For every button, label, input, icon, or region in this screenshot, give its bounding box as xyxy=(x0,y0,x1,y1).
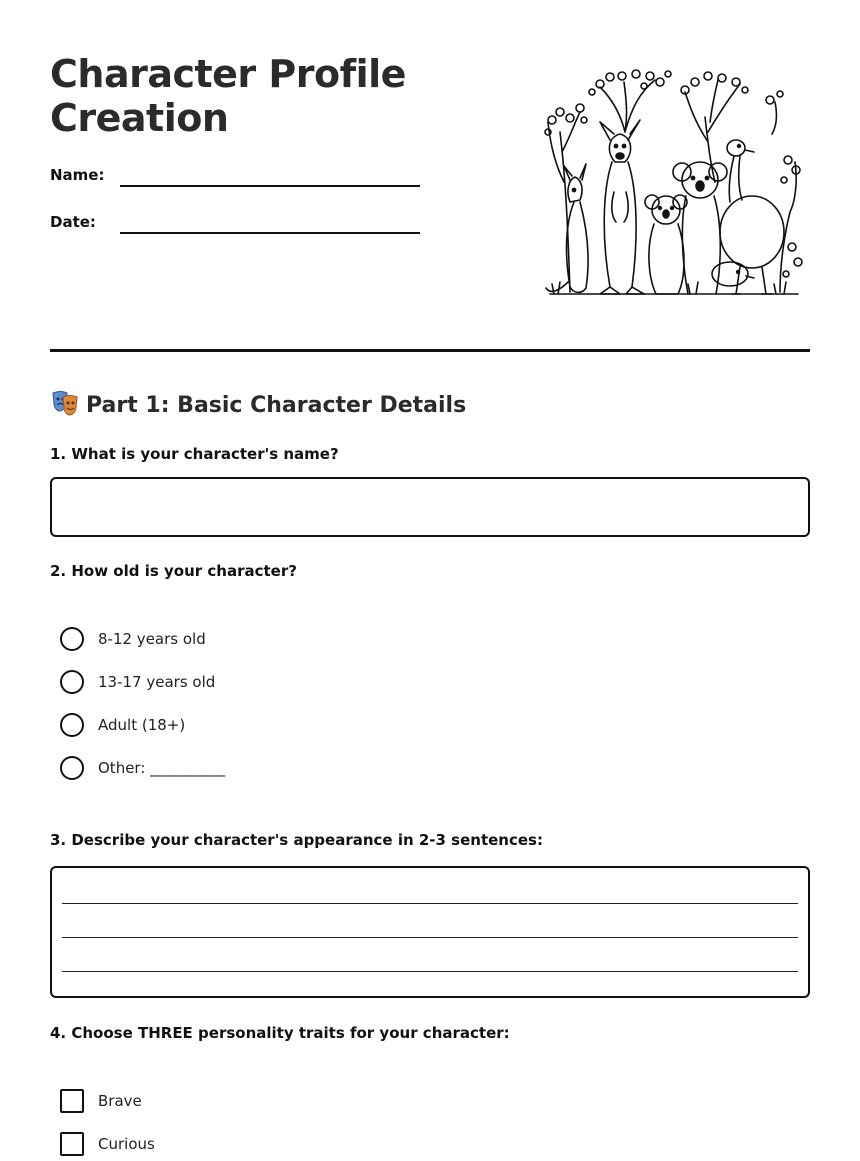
date-label: Date: xyxy=(50,213,96,231)
checkbox[interactable] xyxy=(60,1089,84,1113)
writing-line xyxy=(62,971,798,972)
radio-button[interactable] xyxy=(60,627,84,651)
trait-option-label: Brave xyxy=(98,1092,142,1110)
radio-button[interactable] xyxy=(60,713,84,737)
writing-line xyxy=(62,903,798,904)
part1-title xyxy=(50,388,466,422)
age-option-label: Other: __________ xyxy=(98,759,226,777)
name-label: Name: xyxy=(50,166,105,184)
age-option-label: 8-12 years old xyxy=(98,630,206,648)
age-option-adult[interactable] xyxy=(60,713,360,737)
question-1-label: 1. What is your character's name? xyxy=(50,445,339,463)
date-field-row xyxy=(50,213,420,243)
checkbox[interactable] xyxy=(60,1132,84,1156)
section-divider xyxy=(50,349,810,352)
writing-line xyxy=(62,937,798,938)
part1-title-text: Part 1: Basic Character Details xyxy=(86,393,467,418)
age-option-label: 13-17 years old xyxy=(98,673,216,691)
question-3-label: 3. Describe your character's appearance in 2-3 sentences: xyxy=(50,831,543,849)
appearance-textarea[interactable] xyxy=(50,866,810,998)
age-option-8-12[interactable] xyxy=(60,627,360,651)
question-4-label: 4. Choose THREE personality traits for your character: xyxy=(50,1024,510,1042)
name-field-row xyxy=(50,166,420,196)
radio-button[interactable] xyxy=(60,670,84,694)
page-title: Character Profile Creation xyxy=(50,52,406,140)
trait-option-brave[interactable] xyxy=(60,1089,360,1113)
trait-option-curious[interactable] xyxy=(60,1132,360,1156)
radio-button[interactable] xyxy=(60,756,84,780)
age-option-13-17[interactable] xyxy=(60,670,360,694)
question-2-label: 2. How old is your character? xyxy=(50,562,297,580)
age-option-other[interactable] xyxy=(60,756,360,780)
flower-cluster-icon xyxy=(545,104,587,135)
name-input-line[interactable] xyxy=(120,185,420,187)
theater-masks-icon xyxy=(50,388,80,418)
character-name-input[interactable] xyxy=(50,477,810,537)
date-input-line[interactable] xyxy=(120,232,420,234)
animals-illustration xyxy=(540,62,805,302)
age-option-label: Adult (18+) xyxy=(98,716,186,734)
trait-option-label: Curious xyxy=(98,1135,155,1153)
